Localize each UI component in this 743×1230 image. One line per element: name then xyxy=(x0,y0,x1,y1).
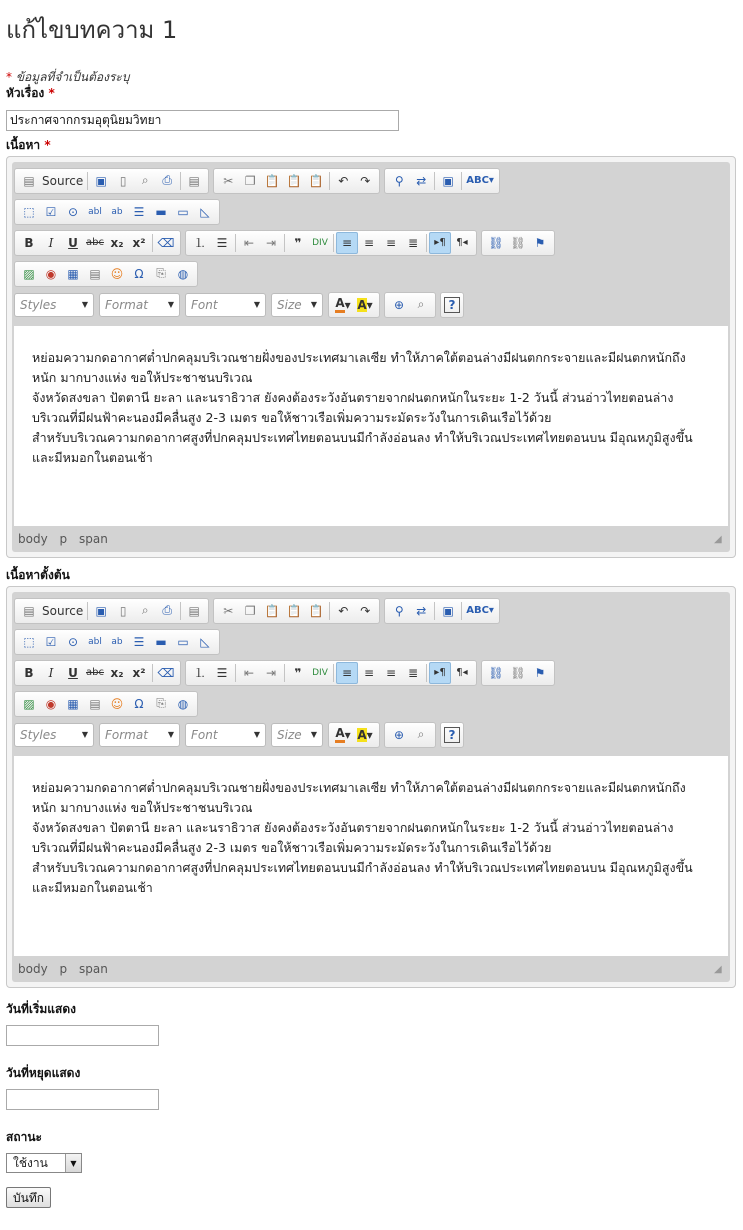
help-icon[interactable]: ? xyxy=(444,297,460,313)
font-combo-label: Font xyxy=(191,297,218,312)
path-span[interactable]: span xyxy=(78,962,108,976)
find-icon[interactable]: ⚲ xyxy=(394,173,404,188)
toolbar-separator xyxy=(284,234,285,252)
bold-icon[interactable]: B xyxy=(24,665,34,680)
toolbar-group-forms xyxy=(14,199,220,225)
outdent-icon[interactable]: ⇤ xyxy=(243,235,255,250)
remove-format-icon[interactable]: ⌫ xyxy=(157,235,175,250)
toolbar-separator xyxy=(333,664,334,682)
preview-icon[interactable]: ⌕ xyxy=(141,173,149,187)
toolbar-group-clipboard xyxy=(213,168,380,194)
draft-editor-toolbar-area xyxy=(12,592,730,982)
bg-color-icon[interactable]: A ▾ xyxy=(357,297,373,312)
text-color-icon[interactable]: A ▾ xyxy=(335,726,351,742)
bulleted-list-icon[interactable]: ☰ xyxy=(216,235,228,250)
align-center-icon[interactable]: ≡ xyxy=(363,235,375,250)
toolbar-group-links xyxy=(481,660,555,686)
maximize-icon[interactable]: ⊕ xyxy=(393,727,405,742)
toolbar-group-clipboard xyxy=(213,598,380,624)
end-date-input[interactable] xyxy=(6,1089,159,1110)
align-left-icon[interactable]: ≡ xyxy=(336,662,358,684)
font-combo[interactable] xyxy=(185,723,266,747)
source-icon[interactable]: ▤ xyxy=(23,173,35,188)
toolbar-group-tools xyxy=(384,722,436,748)
superscript-icon[interactable]: x² xyxy=(132,235,146,250)
hidden-field-icon[interactable]: ◺ xyxy=(200,204,210,219)
ltr-icon[interactable]: ▸¶ xyxy=(429,232,451,254)
image-button-icon[interactable]: ▭ xyxy=(177,204,189,219)
toolbar-separator xyxy=(329,172,330,190)
save-icon[interactable]: ▣ xyxy=(95,173,107,188)
superscript-icon[interactable]: x² xyxy=(132,665,146,680)
toolbar-separator xyxy=(235,664,236,682)
spellcheck-icon[interactable]: ABC▾ xyxy=(466,175,494,186)
element-path xyxy=(18,962,116,976)
toolbar-separator xyxy=(152,234,153,252)
toolbar-row-4 xyxy=(14,688,728,719)
select-field-icon[interactable]: ☰ xyxy=(133,634,145,649)
draft-edit-area[interactable] xyxy=(14,756,728,956)
checkbox-icon[interactable]: ☑ xyxy=(45,634,57,649)
toolbar-row-2 xyxy=(14,196,728,227)
content-edit-area[interactable] xyxy=(14,326,728,526)
form-icon[interactable]: ⬚ xyxy=(23,204,35,219)
chevron-down-icon: ▼ xyxy=(310,730,317,739)
align-left-icon[interactable]: ≡ xyxy=(336,232,358,254)
toolbar-group-tools xyxy=(384,292,436,318)
flash-icon[interactable]: ◉ xyxy=(45,266,57,281)
styles-combo[interactable] xyxy=(14,293,94,317)
align-center-icon[interactable]: ≡ xyxy=(363,665,375,680)
horizontal-rule-icon[interactable]: ▤ xyxy=(89,266,101,281)
styles-combo-label: Styles xyxy=(20,297,57,312)
iframe-icon[interactable]: ◍ xyxy=(177,266,189,281)
styles-combo[interactable] xyxy=(14,723,94,747)
status-label: สถานะ xyxy=(6,1130,42,1144)
chevron-down-icon: ▼ xyxy=(81,300,88,309)
rtl-icon[interactable]: ¶◂ xyxy=(456,667,468,678)
draft-editor xyxy=(6,586,736,988)
new-page-icon[interactable]: ▯ xyxy=(119,603,127,618)
toolbar-group-document xyxy=(14,168,209,194)
textfield-icon[interactable]: abl xyxy=(88,206,102,217)
image-button-icon[interactable]: ▭ xyxy=(177,634,189,649)
undo-icon[interactable]: ↶ xyxy=(338,173,349,188)
content-editor xyxy=(6,156,736,558)
end-date-label: วันที่หยุดแสดง xyxy=(6,1066,81,1080)
toolbar-group-editing xyxy=(384,168,500,194)
toolbar-group-paragraph xyxy=(185,230,477,256)
size-combo[interactable] xyxy=(271,723,323,747)
end-date-group xyxy=(6,1046,737,1110)
smiley-icon[interactable]: ☺ xyxy=(110,266,124,281)
source-icon[interactable]: ▤ xyxy=(23,603,35,618)
path-p[interactable]: p xyxy=(59,962,68,976)
toolbar-group-about xyxy=(440,722,464,748)
textarea-icon[interactable]: ab xyxy=(111,206,123,217)
toolbar-separator xyxy=(461,602,462,620)
toolbar-separator xyxy=(426,664,427,682)
chevron-down-icon: ▼ xyxy=(167,300,174,309)
subscript-icon[interactable]: x₂ xyxy=(110,665,124,680)
show-blocks-icon[interactable]: ⌕ xyxy=(417,727,425,741)
toolbar-separator xyxy=(235,234,236,252)
horizontal-rule-icon[interactable]: ▤ xyxy=(89,696,101,711)
spellcheck-icon[interactable]: ABC▾ xyxy=(466,605,494,616)
toolbar-group-colors xyxy=(328,292,380,318)
content-line: จังหวัดสงขลา ปัตตานี ยะลา และนราธิวาส ยังคงต้องระวังอันตรายจากฝนตกหนักในระยะ 1-2 วันนี้ ส่วนอ่าวไทยตอนล่างบริเวณที่มีฝนฟ้าคะนองมีคลื่นสูง 2-3 เมตร ขอให้ชาวเรือเพิ่มความระมัดระวังในการเดินเรือไว้ด้วย xyxy=(32,820,674,855)
bold-icon[interactable]: B xyxy=(24,235,34,250)
title-field-group xyxy=(6,84,737,136)
styles-combo-label: Styles xyxy=(20,727,57,742)
page-break-icon[interactable]: ⎘ xyxy=(156,266,166,280)
copy-icon[interactable]: ❐ xyxy=(244,603,256,618)
draft-label-text: เนื้อหาตั้งต้น xyxy=(6,568,70,582)
toolbar-separator xyxy=(152,664,153,682)
format-combo-label: Format xyxy=(105,727,148,742)
path-body[interactable]: body xyxy=(18,962,48,976)
select-field-icon[interactable]: ☰ xyxy=(133,204,145,219)
hidden-field-icon[interactable]: ◺ xyxy=(200,634,210,649)
image-icon[interactable]: ▨ xyxy=(23,696,35,711)
blockquote-icon[interactable]: ❞ xyxy=(294,235,302,250)
toolbar-row-5 xyxy=(14,719,728,750)
toolbar-separator xyxy=(284,664,285,682)
format-combo-label: Format xyxy=(105,297,148,312)
button-field-icon[interactable]: ▬ xyxy=(155,204,167,219)
status-select[interactable] xyxy=(6,1153,82,1173)
textfield-icon[interactable]: abl xyxy=(88,636,102,647)
undo-icon[interactable]: ↶ xyxy=(338,603,349,618)
new-page-icon[interactable]: ▯ xyxy=(119,173,127,188)
start-date-label: วันที่เริ่มแสดง xyxy=(6,1002,77,1016)
toolbar-row-1 xyxy=(14,595,728,626)
smiley-icon[interactable]: ☺ xyxy=(110,696,124,711)
underline-icon[interactable]: U xyxy=(68,235,78,250)
toolbar-group-document xyxy=(14,598,209,624)
chevron-down-icon: ▼ xyxy=(81,730,88,739)
content-label-text: เนื้อหา xyxy=(6,138,41,152)
bulleted-list-icon[interactable]: ☰ xyxy=(216,665,228,680)
start-date-group xyxy=(6,988,737,1046)
start-date-input[interactable] xyxy=(6,1025,159,1046)
format-combo[interactable] xyxy=(99,723,180,747)
toolbar-separator xyxy=(434,602,435,620)
anchor-icon[interactable]: ⚑ xyxy=(534,665,546,680)
chevron-down-icon: ▼ xyxy=(253,300,260,309)
draft-label xyxy=(6,558,737,586)
status-group xyxy=(6,1110,737,1173)
toolbar-separator xyxy=(180,602,181,620)
checkbox-icon[interactable]: ☑ xyxy=(45,204,57,219)
toolbar-group-basicstyles xyxy=(14,660,181,686)
select-all-icon[interactable]: ▣ xyxy=(442,603,454,618)
content-line: สำหรับบริเวณความกดอากาศสูงที่ปกคลุมประเทศไทยตอนบนมีกำลังอ่อนลง ทำให้บริเวณประเทศไทยตอนบน มีอุณหภูมิสูงขึ้น และมีหมอกในตอนเช้า xyxy=(32,430,693,465)
toolbar-group-paragraph xyxy=(185,660,477,686)
image-icon[interactable]: ▨ xyxy=(23,266,35,281)
toolbar-group-colors xyxy=(328,722,380,748)
path-p[interactable]: p xyxy=(59,532,68,546)
chevron-down-icon[interactable]: ▼ xyxy=(65,1154,81,1172)
toolbar-group-about xyxy=(440,292,464,318)
toolbar-row-3 xyxy=(14,227,728,258)
select-all-icon[interactable]: ▣ xyxy=(442,173,454,188)
flash-icon[interactable]: ◉ xyxy=(45,696,57,711)
unlink-icon[interactable]: ⛓ xyxy=(510,665,526,680)
title-required-mark: * xyxy=(48,86,55,100)
justify-icon[interactable]: ≣ xyxy=(407,235,419,250)
special-char-icon[interactable]: Ω xyxy=(134,696,144,711)
save-button[interactable]: บันทึก xyxy=(6,1187,51,1208)
unlink-icon[interactable]: ⛓ xyxy=(510,235,526,250)
content-line: จังหวัดสงขลา ปัตตานี ยะลา และนราธิวาส ยังคงต้องระวังอันตรายจากฝนตกหนักในระยะ 1-2 วันนี้ ส่วนอ่าวไทยตอนล่างบริเวณที่มีฝนฟ้าคะนองมีคลื่นสูง 2-3 เมตร ขอให้ชาวเรือเพิ่มความระมัดระวังในการเดินเรือไว้ด้วย xyxy=(32,390,674,425)
align-right-icon[interactable]: ≡ xyxy=(385,235,397,250)
toolbar-separator xyxy=(461,172,462,190)
italic-icon[interactable]: I xyxy=(48,665,54,680)
title-input[interactable] xyxy=(6,110,399,131)
strike-icon[interactable]: abc xyxy=(86,237,104,248)
toolbar-row-3 xyxy=(14,657,728,688)
maximize-icon[interactable]: ⊕ xyxy=(393,297,405,312)
content-line: หย่อมความกดอากาศต่ำปกคลุมบริเวณชายฝั่งของประเทศมาเลเซีย ทำให้ภาคใต้ตอนล่างมีฝนตกกระจายและมีฝนตกหนักถึงหนัก มากบางแห่ง ขอให้ประชาชนบริเวณ xyxy=(32,780,686,815)
size-combo[interactable] xyxy=(271,293,323,317)
rtl-icon[interactable]: ¶◂ xyxy=(456,237,468,248)
preview-icon[interactable]: ⌕ xyxy=(141,603,149,617)
toolbar-separator xyxy=(329,602,330,620)
ltr-icon[interactable]: ▸¶ xyxy=(429,662,451,684)
underline-icon[interactable]: U xyxy=(68,665,78,680)
subscript-icon[interactable]: x₂ xyxy=(110,235,124,250)
div-container-icon[interactable]: DIV xyxy=(312,237,328,248)
remove-format-icon[interactable]: ⌫ xyxy=(157,665,175,680)
toolbar-separator xyxy=(180,172,181,190)
toolbar-group-insert xyxy=(14,261,198,287)
toolbar-group-basicstyles xyxy=(14,230,181,256)
path-body[interactable]: body xyxy=(18,532,48,546)
toolbar-group-forms xyxy=(14,629,220,655)
bg-color-icon[interactable]: A ▾ xyxy=(357,727,373,742)
redo-icon[interactable]: ↷ xyxy=(360,173,371,188)
help-icon[interactable]: ? xyxy=(444,727,460,743)
toolbar-group-links xyxy=(481,230,555,256)
title-label-text: หัวเรื่อง xyxy=(6,86,45,100)
justify-icon[interactable]: ≣ xyxy=(407,665,419,680)
toolbar-separator xyxy=(434,172,435,190)
templates-icon[interactable]: ▤ xyxy=(188,173,200,188)
table-icon[interactable]: ▦ xyxy=(67,696,79,711)
indent-icon[interactable]: ⇥ xyxy=(265,665,277,680)
paste-word-icon[interactable]: 📋 xyxy=(308,173,324,188)
find-icon[interactable]: ⚲ xyxy=(394,603,404,618)
textarea-icon[interactable]: ab xyxy=(111,636,123,647)
replace-icon[interactable]: ⇄ xyxy=(416,173,427,188)
toolbar-separator xyxy=(333,234,334,252)
toolbar-separator xyxy=(426,234,427,252)
source-button[interactable]: Source xyxy=(42,603,84,618)
link-icon[interactable]: ⛓ xyxy=(488,235,504,250)
text-color-icon[interactable]: A ▾ xyxy=(335,296,351,312)
toolbar-separator xyxy=(87,602,88,620)
paste-text-icon[interactable]: 📋 xyxy=(286,603,302,618)
page-break-icon[interactable]: ⎘ xyxy=(156,696,166,710)
toolbar-row-2 xyxy=(14,626,728,657)
paste-word-icon[interactable]: 📋 xyxy=(308,603,324,618)
status-select-value: ใช้งาน xyxy=(13,1155,48,1170)
button-field-icon[interactable]: ▬ xyxy=(155,634,167,649)
replace-icon[interactable]: ⇄ xyxy=(416,603,427,618)
required-mark: * xyxy=(6,70,12,84)
editor-status-bar xyxy=(14,956,728,982)
numbered-list-icon[interactable]: ⒈ xyxy=(193,666,206,680)
numbered-list-icon[interactable]: ⒈ xyxy=(193,236,206,250)
chevron-down-icon: ▼ xyxy=(310,300,317,309)
required-note-text: ข้อมูลที่จำเป็นต้องระบุ xyxy=(15,70,130,84)
indent-icon[interactable]: ⇥ xyxy=(265,235,277,250)
iframe-icon[interactable]: ◍ xyxy=(177,696,189,711)
special-char-icon[interactable]: Ω xyxy=(134,266,144,281)
content-label xyxy=(6,136,737,156)
align-right-icon[interactable]: ≡ xyxy=(385,665,397,680)
templates-icon[interactable]: ▤ xyxy=(188,603,200,618)
chevron-down-icon: ▼ xyxy=(167,730,174,739)
page-title: แก้ไขบทความ 1 xyxy=(6,16,178,44)
toolbar-row-4 xyxy=(14,258,728,289)
radio-icon[interactable]: ⊙ xyxy=(67,634,79,649)
paste-icon[interactable]: 📋 xyxy=(264,173,280,188)
element-path xyxy=(18,532,116,546)
cut-icon[interactable]: ✂ xyxy=(223,173,234,188)
content-line: หย่อมความกดอากาศต่ำปกคลุมบริเวณชายฝั่งของประเทศมาเลเซีย ทำให้ภาคใต้ตอนล่างมีฝนตกกระจายและมีฝนตกหนักถึงหนัก มากบางแห่ง ขอให้ประชาชนบริเวณ xyxy=(32,350,686,385)
print-icon[interactable]: ⎙ xyxy=(162,603,173,617)
content-required-mark: * xyxy=(44,138,51,152)
toolbar-row-1 xyxy=(14,165,728,196)
show-blocks-icon[interactable]: ⌕ xyxy=(417,297,425,311)
save-icon[interactable]: ▣ xyxy=(95,603,107,618)
print-icon[interactable]: ⎙ xyxy=(162,173,173,187)
size-combo-label: Size xyxy=(277,297,302,312)
font-combo-label: Font xyxy=(191,727,218,742)
content-editor-toolbar-area xyxy=(12,162,730,552)
blockquote-icon[interactable]: ❞ xyxy=(294,665,302,680)
anchor-icon[interactable]: ⚑ xyxy=(534,235,546,250)
content-line: สำหรับบริเวณความกดอากาศสูงที่ปกคลุมประเทศไทยตอนบนมีกำลังอ่อนลง ทำให้บริเวณประเทศไทยตอนบน มีอุณหภูมิสูงขึ้น และมีหมอกในตอนเช้า xyxy=(32,860,693,895)
strike-icon[interactable]: abc xyxy=(86,667,104,678)
link-icon[interactable]: ⛓ xyxy=(488,665,504,680)
redo-icon[interactable]: ↷ xyxy=(360,603,371,618)
div-container-icon[interactable]: DIV xyxy=(312,667,328,678)
copy-icon[interactable]: ❐ xyxy=(244,173,256,188)
chevron-down-icon: ▼ xyxy=(253,730,260,739)
italic-icon[interactable]: I xyxy=(48,235,54,250)
required-note xyxy=(6,56,737,84)
editor-status-bar xyxy=(14,526,728,552)
table-icon[interactable]: ▦ xyxy=(67,266,79,281)
toolbar-row-5 xyxy=(14,289,728,320)
source-button[interactable]: Source xyxy=(42,173,84,188)
toolbar-separator xyxy=(87,172,88,190)
toolbar-group-editing xyxy=(384,598,500,624)
toolbar-group-insert xyxy=(14,691,198,717)
paste-icon[interactable]: 📋 xyxy=(264,603,280,618)
size-combo-label: Size xyxy=(277,727,302,742)
cut-icon[interactable]: ✂ xyxy=(223,603,234,618)
format-combo[interactable] xyxy=(99,293,180,317)
resize-handle[interactable]: ◢ xyxy=(714,534,722,545)
radio-icon[interactable]: ⊙ xyxy=(67,204,79,219)
resize-handle[interactable]: ◢ xyxy=(714,964,722,975)
outdent-icon[interactable]: ⇤ xyxy=(243,665,255,680)
paste-text-icon[interactable]: 📋 xyxy=(286,173,302,188)
form-icon[interactable]: ⬚ xyxy=(23,634,35,649)
font-combo[interactable] xyxy=(185,293,266,317)
path-span[interactable]: span xyxy=(78,532,108,546)
